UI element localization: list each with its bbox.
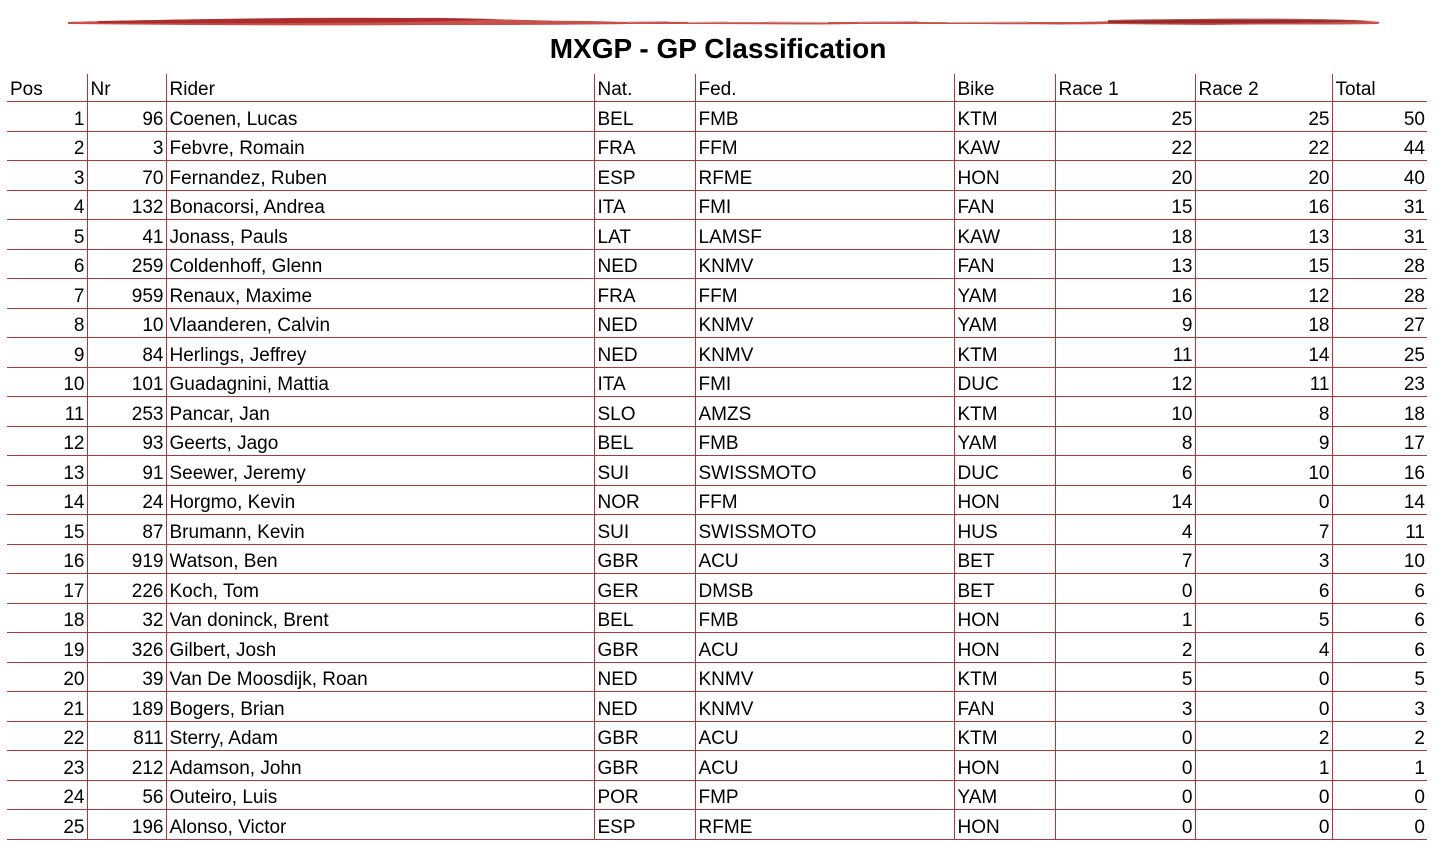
- cell-bike: HON: [954, 751, 1055, 781]
- cell-total: 14: [1332, 485, 1427, 515]
- cell-nr: 96: [87, 102, 166, 132]
- cell-race-2: 4: [1195, 633, 1332, 663]
- cell-race-2: 1: [1195, 751, 1332, 781]
- cell-pos: 17: [7, 574, 87, 604]
- cell-race-1: 6: [1055, 456, 1195, 486]
- cell-pos: 12: [7, 426, 87, 456]
- cell-total: 6: [1332, 633, 1427, 663]
- cell-pos: 25: [7, 810, 87, 840]
- cell-fed: SWISSMOTO: [695, 456, 954, 486]
- cell-total: 31: [1332, 190, 1427, 220]
- cell-race-2: 20: [1195, 161, 1332, 191]
- table-row: [7, 397, 1427, 427]
- cell-bike: BET: [954, 544, 1055, 574]
- cell-total: 0: [1332, 810, 1427, 840]
- cell-rider: Herlings, Jeffrey: [166, 338, 594, 368]
- cell-fed: ACU: [695, 721, 954, 751]
- cell-nat: NED: [594, 308, 695, 338]
- cell-nat: NED: [594, 338, 695, 368]
- cell-total: 1: [1332, 751, 1427, 781]
- table-row: [7, 161, 1427, 191]
- cell-nat: ESP: [594, 161, 695, 191]
- cell-bike: YAM: [954, 780, 1055, 810]
- cell-fed: FFM: [695, 485, 954, 515]
- cell-bike: KTM: [954, 338, 1055, 368]
- cell-race-2: 6: [1195, 574, 1332, 604]
- cell-race-2: 22: [1195, 131, 1332, 161]
- cell-rider: Alonso, Victor: [166, 810, 594, 840]
- cell-race-1: 2: [1055, 633, 1195, 663]
- cell-total: 16: [1332, 456, 1427, 486]
- table-row: [7, 692, 1427, 722]
- cell-race-2: 18: [1195, 308, 1332, 338]
- cell-fed: KNMV: [695, 338, 954, 368]
- cell-nr: 93: [87, 426, 166, 456]
- cell-nat: ESP: [594, 810, 695, 840]
- cell-nr: 84: [87, 338, 166, 368]
- cell-nr: 101: [87, 367, 166, 397]
- table-row: [7, 485, 1427, 515]
- table-row: [7, 131, 1427, 161]
- table-row: [7, 426, 1427, 456]
- cell-race-1: 7: [1055, 544, 1195, 574]
- cell-nat: ITA: [594, 367, 695, 397]
- cell-race-1: 11: [1055, 338, 1195, 368]
- cell-race-1: 18: [1055, 220, 1195, 250]
- cell-nat: NED: [594, 662, 695, 692]
- table-row: [7, 810, 1427, 840]
- cell-race-1: 22: [1055, 131, 1195, 161]
- cell-nr: 87: [87, 515, 166, 545]
- header-total: Total: [1332, 74, 1427, 102]
- cell-nr: 919: [87, 544, 166, 574]
- cell-pos: 1: [7, 102, 87, 132]
- cell-pos: 11: [7, 397, 87, 427]
- cell-pos: 9: [7, 338, 87, 368]
- cell-nat: NED: [594, 692, 695, 722]
- cell-nat: GER: [594, 574, 695, 604]
- cell-race-2: 0: [1195, 692, 1332, 722]
- cell-nat: NOR: [594, 485, 695, 515]
- cell-bike: HUS: [954, 515, 1055, 545]
- header-bike: Bike: [954, 74, 1055, 102]
- cell-pos: 4: [7, 190, 87, 220]
- table-row: [7, 308, 1427, 338]
- cell-bike: FAN: [954, 249, 1055, 279]
- cell-race-1: 16: [1055, 279, 1195, 309]
- cell-bike: KAW: [954, 220, 1055, 250]
- cell-pos: 15: [7, 515, 87, 545]
- brush-stroke-decoration: [68, 12, 1380, 30]
- cell-rider: Bonacorsi, Andrea: [166, 190, 594, 220]
- cell-rider: Seewer, Jeremy: [166, 456, 594, 486]
- cell-race-2: 8: [1195, 397, 1332, 427]
- header-rider: Rider: [166, 74, 594, 102]
- cell-total: 6: [1332, 603, 1427, 633]
- cell-bike: HON: [954, 633, 1055, 663]
- cell-race-1: 1: [1055, 603, 1195, 633]
- cell-nat: FRA: [594, 131, 695, 161]
- cell-total: 25: [1332, 338, 1427, 368]
- cell-race-2: 0: [1195, 485, 1332, 515]
- cell-fed: ACU: [695, 751, 954, 781]
- table-row: [7, 751, 1427, 781]
- table-row: [7, 603, 1427, 633]
- cell-rider: Coenen, Lucas: [166, 102, 594, 132]
- cell-total: 27: [1332, 308, 1427, 338]
- cell-fed: KNMV: [695, 249, 954, 279]
- cell-pos: 2: [7, 131, 87, 161]
- cell-total: 31: [1332, 220, 1427, 250]
- cell-pos: 6: [7, 249, 87, 279]
- cell-race-2: 16: [1195, 190, 1332, 220]
- cell-nat: FRA: [594, 279, 695, 309]
- cell-race-2: 9: [1195, 426, 1332, 456]
- cell-race-2: 0: [1195, 662, 1332, 692]
- page-title: MXGP - GP Classification: [549, 33, 887, 64]
- table-row: [7, 190, 1427, 220]
- cell-nat: SLO: [594, 397, 695, 427]
- cell-bike: HON: [954, 161, 1055, 191]
- cell-rider: Geerts, Jago: [166, 426, 594, 456]
- header-row: [7, 74, 1427, 102]
- cell-fed: KNMV: [695, 308, 954, 338]
- cell-pos: 7: [7, 279, 87, 309]
- cell-fed: FMB: [695, 603, 954, 633]
- cell-rider: Sterry, Adam: [166, 721, 594, 751]
- cell-total: 44: [1332, 131, 1427, 161]
- header-nat: Nat.: [594, 74, 695, 102]
- table-row: [7, 515, 1427, 545]
- cell-race-1: 5: [1055, 662, 1195, 692]
- cell-rider: Jonass, Pauls: [166, 220, 594, 250]
- cell-rider: Van doninck, Brent: [166, 603, 594, 633]
- cell-rider: Vlaanderen, Calvin: [166, 308, 594, 338]
- cell-rider: Outeiro, Luis: [166, 780, 594, 810]
- table-row: [7, 662, 1427, 692]
- header-nr: Nr: [87, 74, 166, 102]
- cell-fed: FMI: [695, 190, 954, 220]
- cell-pos: 18: [7, 603, 87, 633]
- cell-pos: 23: [7, 751, 87, 781]
- table-row: [7, 220, 1427, 250]
- cell-bike: DUC: [954, 456, 1055, 486]
- cell-pos: 10: [7, 367, 87, 397]
- cell-fed: FMI: [695, 367, 954, 397]
- cell-rider: Guadagnini, Mattia: [166, 367, 594, 397]
- cell-nr: 3: [87, 131, 166, 161]
- cell-bike: KTM: [954, 397, 1055, 427]
- cell-fed: FMP: [695, 780, 954, 810]
- cell-pos: 5: [7, 220, 87, 250]
- cell-total: 5: [1332, 662, 1427, 692]
- cell-fed: FFM: [695, 279, 954, 309]
- cell-nr: 70: [87, 161, 166, 191]
- cell-total: 6: [1332, 574, 1427, 604]
- classification-table: [7, 74, 1427, 840]
- cell-nat: GBR: [594, 721, 695, 751]
- cell-nr: 39: [87, 662, 166, 692]
- cell-race-1: 0: [1055, 751, 1195, 781]
- cell-rider: Renaux, Maxime: [166, 279, 594, 309]
- cell-bike: DUC: [954, 367, 1055, 397]
- cell-race-1: 14: [1055, 485, 1195, 515]
- cell-total: 2: [1332, 721, 1427, 751]
- cell-race-1: 0: [1055, 721, 1195, 751]
- cell-race-2: 14: [1195, 338, 1332, 368]
- cell-pos: 3: [7, 161, 87, 191]
- cell-pos: 16: [7, 544, 87, 574]
- cell-bike: FAN: [954, 692, 1055, 722]
- cell-pos: 24: [7, 780, 87, 810]
- cell-rider: Febvre, Romain: [166, 131, 594, 161]
- cell-pos: 19: [7, 633, 87, 663]
- cell-nr: 189: [87, 692, 166, 722]
- cell-nat: POR: [594, 780, 695, 810]
- cell-nat: ITA: [594, 190, 695, 220]
- cell-race-2: 5: [1195, 603, 1332, 633]
- cell-pos: 8: [7, 308, 87, 338]
- cell-nr: 226: [87, 574, 166, 604]
- cell-race-2: 0: [1195, 780, 1332, 810]
- cell-total: 0: [1332, 780, 1427, 810]
- cell-race-2: 10: [1195, 456, 1332, 486]
- cell-rider: Fernandez, Ruben: [166, 161, 594, 191]
- cell-nat: GBR: [594, 633, 695, 663]
- cell-fed: LAMSF: [695, 220, 954, 250]
- cell-bike: KAW: [954, 131, 1055, 161]
- cell-nr: 24: [87, 485, 166, 515]
- cell-bike: HON: [954, 603, 1055, 633]
- cell-rider: Pancar, Jan: [166, 397, 594, 427]
- cell-pos: 13: [7, 456, 87, 486]
- cell-rider: Watson, Ben: [166, 544, 594, 574]
- cell-rider: Horgmo, Kevin: [166, 485, 594, 515]
- cell-nat: GBR: [594, 544, 695, 574]
- cell-nat: NED: [594, 249, 695, 279]
- cell-fed: FMB: [695, 102, 954, 132]
- cell-fed: KNMV: [695, 692, 954, 722]
- cell-nr: 811: [87, 721, 166, 751]
- cell-nr: 10: [87, 308, 166, 338]
- cell-nat: SUI: [594, 515, 695, 545]
- cell-rider: Gilbert, Josh: [166, 633, 594, 663]
- cell-rider: Adamson, John: [166, 751, 594, 781]
- cell-total: 40: [1332, 161, 1427, 191]
- cell-fed: AMZS: [695, 397, 954, 427]
- cell-nr: 132: [87, 190, 166, 220]
- table-row: [7, 780, 1427, 810]
- cell-nat: LAT: [594, 220, 695, 250]
- cell-nr: 41: [87, 220, 166, 250]
- cell-rider: Van De Moosdijk, Roan: [166, 662, 594, 692]
- cell-pos: 14: [7, 485, 87, 515]
- cell-nr: 259: [87, 249, 166, 279]
- cell-fed: SWISSMOTO: [695, 515, 954, 545]
- cell-total: 28: [1332, 279, 1427, 309]
- cell-bike: KTM: [954, 721, 1055, 751]
- cell-fed: RFME: [695, 810, 954, 840]
- cell-nat: BEL: [594, 102, 695, 132]
- cell-bike: HON: [954, 810, 1055, 840]
- table-row: [7, 544, 1427, 574]
- cell-bike: YAM: [954, 279, 1055, 309]
- cell-pos: 22: [7, 721, 87, 751]
- cell-fed: KNMV: [695, 662, 954, 692]
- table-row: [7, 338, 1427, 368]
- cell-fed: FMB: [695, 426, 954, 456]
- cell-fed: RFME: [695, 161, 954, 191]
- cell-nat: BEL: [594, 426, 695, 456]
- cell-bike: YAM: [954, 426, 1055, 456]
- cell-race-1: 8: [1055, 426, 1195, 456]
- header-pos: Pos: [7, 74, 87, 102]
- cell-bike: FAN: [954, 190, 1055, 220]
- cell-fed: FFM: [695, 131, 954, 161]
- cell-race-1: 13: [1055, 249, 1195, 279]
- cell-total: 3: [1332, 692, 1427, 722]
- cell-nr: 959: [87, 279, 166, 309]
- cell-nr: 196: [87, 810, 166, 840]
- cell-race-1: 4: [1055, 515, 1195, 545]
- cell-nat: SUI: [594, 456, 695, 486]
- cell-rider: Coldenhoff, Glenn: [166, 249, 594, 279]
- table-row: [7, 367, 1427, 397]
- cell-bike: KTM: [954, 662, 1055, 692]
- cell-pos: 20: [7, 662, 87, 692]
- cell-bike: HON: [954, 485, 1055, 515]
- table-row: [7, 279, 1427, 309]
- table-row: [7, 633, 1427, 663]
- table-row: [7, 456, 1427, 486]
- cell-race-1: 12: [1055, 367, 1195, 397]
- cell-race-2: 15: [1195, 249, 1332, 279]
- cell-bike: YAM: [954, 308, 1055, 338]
- cell-race-1: 0: [1055, 574, 1195, 604]
- cell-rider: Brumann, Kevin: [166, 515, 594, 545]
- cell-nat: BEL: [594, 603, 695, 633]
- cell-race-1: 15: [1055, 190, 1195, 220]
- cell-bike: KTM: [954, 102, 1055, 132]
- cell-race-2: 12: [1195, 279, 1332, 309]
- cell-race-2: 0: [1195, 810, 1332, 840]
- cell-fed: ACU: [695, 544, 954, 574]
- cell-race-2: 2: [1195, 721, 1332, 751]
- cell-total: 50: [1332, 102, 1427, 132]
- cell-race-2: 7: [1195, 515, 1332, 545]
- table-row: [7, 721, 1427, 751]
- cell-race-1: 3: [1055, 692, 1195, 722]
- cell-total: 28: [1332, 249, 1427, 279]
- cell-total: 17: [1332, 426, 1427, 456]
- cell-nr: 253: [87, 397, 166, 427]
- cell-rider: Bogers, Brian: [166, 692, 594, 722]
- table-row: [7, 574, 1427, 604]
- cell-nr: 91: [87, 456, 166, 486]
- cell-total: 11: [1332, 515, 1427, 545]
- cell-race-2: 11: [1195, 367, 1332, 397]
- cell-race-1: 0: [1055, 780, 1195, 810]
- header-fed: Fed.: [695, 74, 954, 102]
- cell-fed: ACU: [695, 633, 954, 663]
- cell-total: 23: [1332, 367, 1427, 397]
- header-race-1: Race 1: [1055, 74, 1195, 102]
- header-race-2: Race 2: [1195, 74, 1332, 102]
- cell-race-2: 25: [1195, 102, 1332, 132]
- cell-race-1: 25: [1055, 102, 1195, 132]
- cell-nr: 212: [87, 751, 166, 781]
- cell-nr: 32: [87, 603, 166, 633]
- cell-race-1: 9: [1055, 308, 1195, 338]
- cell-nr: 56: [87, 780, 166, 810]
- cell-rider: Koch, Tom: [166, 574, 594, 604]
- cell-total: 10: [1332, 544, 1427, 574]
- table-row: [7, 102, 1427, 132]
- cell-race-2: 3: [1195, 544, 1332, 574]
- cell-race-1: 10: [1055, 397, 1195, 427]
- cell-nat: GBR: [594, 751, 695, 781]
- cell-pos: 21: [7, 692, 87, 722]
- cell-bike: BET: [954, 574, 1055, 604]
- cell-fed: DMSB: [695, 574, 954, 604]
- cell-race-2: 13: [1195, 220, 1332, 250]
- table-body: [7, 102, 1427, 840]
- cell-race-1: 20: [1055, 161, 1195, 191]
- table-row: [7, 249, 1427, 279]
- cell-race-1: 0: [1055, 810, 1195, 840]
- cell-nr: 326: [87, 633, 166, 663]
- cell-total: 18: [1332, 397, 1427, 427]
